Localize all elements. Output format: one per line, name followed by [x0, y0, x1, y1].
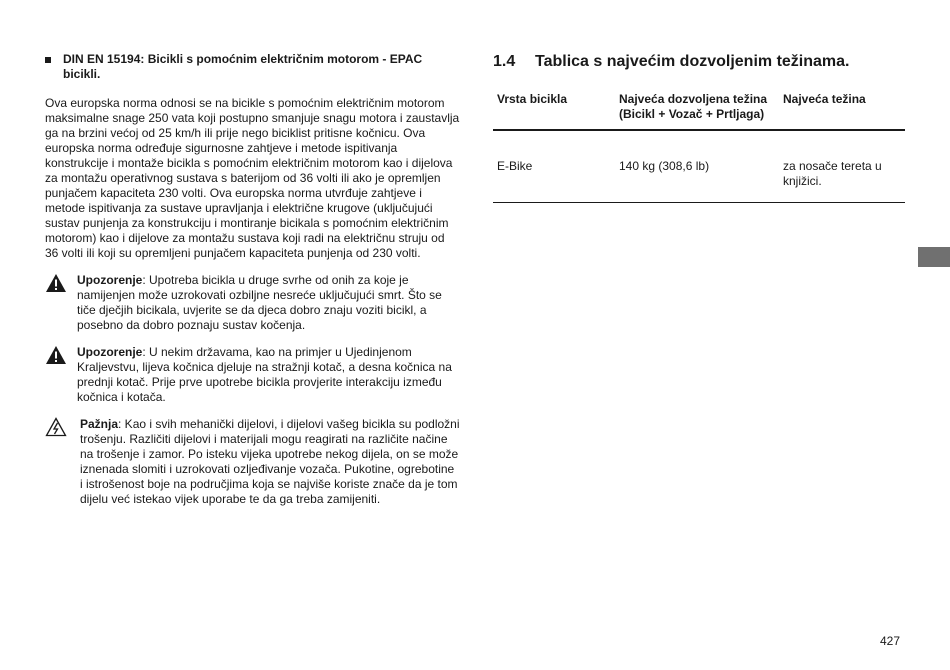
table-row — [493, 130, 905, 203]
chapter-side-tab — [918, 247, 950, 267]
bullet-square-icon — [45, 57, 51, 63]
lightning-triangle-icon — [45, 417, 67, 437]
warning-notice-brakes — [45, 345, 460, 405]
cell-bike-type: E-Bike — [497, 159, 533, 173]
max-weight-table — [493, 92, 905, 203]
caution-notice-wear-text — [45, 417, 460, 507]
right-column — [493, 52, 905, 203]
standard-heading — [45, 52, 460, 82]
section-title: Tablica s najvećim dozvoljenim težinama. — [535, 53, 850, 70]
caution-label: Pažnja — [80, 417, 119, 431]
header-max-allowed-weight: Najveća dozvoljena težina (Bicikl + Vozač + Prtljaga) — [619, 92, 768, 121]
warning-notice-usage-text — [45, 273, 460, 333]
warning-body: : Upotreba bicikla u druge svrhe od onih za koje je namijenjen može uzrokovati ozbiljne nesreće uključujući smrt. Što se tiče dječjih bicikala, uvjerite se da djeca dobro znaju voziti bicikl, a posebno da dobro poznaju sustav kočenja. — [77, 273, 442, 332]
warning-label: Upozorenje — [77, 345, 143, 359]
table-header-row — [493, 92, 905, 130]
section-heading — [493, 52, 905, 72]
warning-triangle-icon — [45, 345, 67, 365]
cell-max-weight: za nosače tereta u knjižici. — [783, 159, 882, 188]
cell-max-allowed-weight: 140 kg (308,6 lb) — [619, 159, 710, 173]
standard-heading-text: DIN EN 15194: Bicikli s pomoćnim električnim motorom - EPAC bicikli. — [63, 52, 423, 81]
standard-description: Ova europska norma odnosi se na bicikle s pomoćnim električnim motorom maksimalne snage 250 vata koji postupno smanjuje snagu motora i zaustavlja ga na brzini većoj od 25 km/h ili prije nego biciklist pritisne kočnicu. Ova europska norma određuje sigurnosne zahtjeve i metode ispitivanja konstrukcije i montaže bicikla s pomoćnim električnim motorom kao i dijelova za montažu operativnog sustava s baterijom od 36 volti ili ako je opremljen punjačem kapaciteta 230 volti. Ova europska norma utvrđuje zahtjeve i metode ispitivanja za sustave upravljanja i električne krugove (uključujući sustav punjenja za konstrukciju i montiranje bicikala s pomoćnim električnim motorom) kao i dijelove za montažu sustava koji radi na električnu struju od 36 volti ili koji su opremljeni punjačem kapaciteta punjenja od 230 volti. — [45, 96, 460, 260]
warning-triangle-icon — [45, 273, 67, 293]
left-column — [45, 52, 460, 507]
warning-notice-usage — [45, 273, 460, 333]
warning-notice-brakes-text — [45, 345, 460, 405]
header-bike-type: Vrsta bicikla — [497, 92, 568, 106]
caution-notice-wear — [45, 417, 460, 507]
page-number: 427 — [880, 634, 901, 648]
section-number: 1.4 — [493, 53, 516, 70]
warning-body: : U nekim državama, kao na primjer u Ujedinjenom Kraljevstvu, lijeva kočnica djeluje na stražnji kotač, a desna kočnica na prednji kotač. Prije prve upotrebe bicikla provjerite interakciju između kočnica i kotača. — [77, 345, 452, 404]
header-max-weight: Najveća težina — [783, 92, 866, 106]
warning-label: Upozorenje — [77, 273, 143, 287]
caution-body: : Kao i svih mehanički dijelovi, i dijelovi vašeg bicikla su podložni trošenju. Različiti dijelovi i materijali mogu reagirati na različite načine na trošenje i zamor. Po isteku vijeka upotrebe nekog dijela, on se može iznenada slomiti i uzrokovati ozljeđivanje vozača. Pukotine, ogrebotine i istrošenost boje na područjima koja se najviše koriste znače da je tom dijelu već istekao vijek uporabe te da ga treba zamijeniti. — [80, 417, 460, 506]
